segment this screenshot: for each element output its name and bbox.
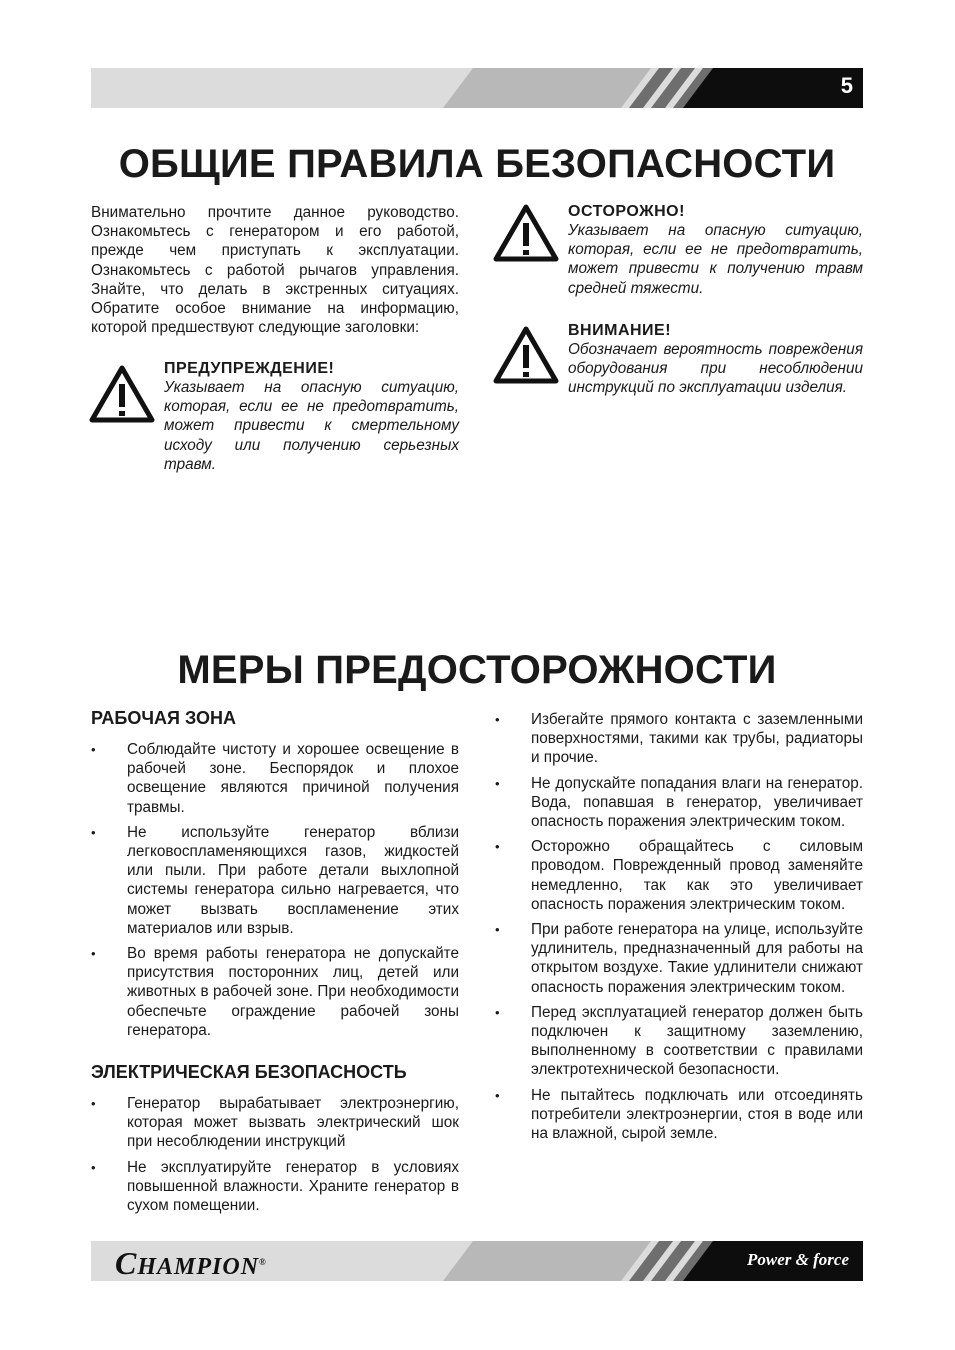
- list-item: • Генератор вырабатывает электроэнергию, которая может вызвать электрический шок при несоблюдении инструкций: [91, 1094, 459, 1152]
- list-item: • Избегайте прямого контакта с заземленными поверхностями, такими как трубы, радиаторы и прочие.: [495, 710, 863, 768]
- warning-triangle-icon: [88, 364, 156, 424]
- section1-title: ОБЩИЕ ПРАВИЛА БЕЗОПАСНОСТИ: [118, 142, 836, 186]
- page-number: 5: [840, 73, 853, 98]
- right-column-list: [495, 710, 863, 1149]
- section2-title: МЕРЫ ПРЕДОСТОРОЖНОСТИ: [177, 648, 777, 692]
- electrical-list: [91, 1094, 459, 1221]
- footer-band: [91, 1241, 863, 1281]
- notice-label: ВНИМАНИЕ!: [568, 322, 672, 339]
- list-item: • Не допускайте попадания влаги на генератор. Вода, попавшая в генератор, увеличивает опасность поражения электрическим током.: [495, 774, 863, 832]
- list-item: • При работе генератора на улице, используйте удлинитель, предназначенный для работы на открытом воздухе. Такие удлинители снижают опасность поражения электрическим током.: [495, 920, 863, 997]
- notice-triangle-icon: [492, 325, 560, 385]
- list-item: • Соблюдайте чистоту и хорошее освещение в рабочей зоне. Беспорядок и плохое освещение являются причиной получения травмы.: [91, 740, 459, 817]
- caution-triangle-icon: [492, 203, 560, 263]
- warning-label: ПРЕДУПРЕЖДЕНИЕ!: [164, 360, 335, 377]
- list-item: • Осторожно обращайтесь с силовым проводом. Поврежденный провод заменяйте немедленно, так как это увеличивает опасность поражения электрическим током.: [495, 837, 863, 914]
- list-item: • Не эксплуатируйте генератор в условиях повышенной влажности. Храните генератор в сухом помещении.: [91, 1158, 459, 1216]
- list-item: • Не пытайтесь подключать или отсоединять потребители электроэнергии, стоя в воде или на влажной, сырой земле.: [495, 1086, 863, 1144]
- notice-text: Обозначает вероятность повреждения оборудования при несоблюдении инструкций по эксплуатации изделия.: [568, 341, 863, 397]
- caution-text: Указывает на опасную ситуацию, которая, если ее не предотвратить, может привести к получению травм средней тяжести.: [568, 222, 863, 297]
- work-area-heading: РАБОЧАЯ ЗОНА: [91, 708, 236, 728]
- logo-initial: C: [115, 1245, 138, 1281]
- warning-text: Указывает на опасную ситуацию, которая, если ее не предотвратить, может привести к смертельному исходу или получению серьезных травм.: [164, 379, 459, 473]
- list-item: • Во время работы генератора не допускайте присутствия посторонних лиц, детей или животных в рабочей зоне. При необходимости обеспечьте ограждение рабочей зоны генератора.: [91, 944, 459, 1040]
- caution-block: [568, 203, 863, 298]
- list-item: • Перед эксплуатацией генератор должен быть подключен к защитному заземлению, выполненному в соответствии с правилами электротехнической безопасности.: [495, 1003, 863, 1080]
- header-band: [91, 68, 863, 108]
- caution-label: ОСТОРОЖНО!: [568, 203, 685, 220]
- logo-registered-mark: ®: [259, 1257, 267, 1267]
- warning-block: [164, 360, 459, 474]
- header-stripe-graphic: [91, 68, 863, 108]
- logo-rest: HAMPION: [137, 1254, 260, 1280]
- notice-block: [568, 322, 863, 398]
- tagline: Power & force: [747, 1250, 849, 1269]
- champion-logo: [115, 1245, 267, 1282]
- intro-paragraph: Внимательно прочтите данное руководство. Ознакомьтесь с генератором и его работой, прежде чем приступать к эксплуатации. Ознакомьтесь с работой рычагов управления. Знайте, что делать в экстренных ситуациях. Обратите особое внимание на информацию, которой предшествуют следующие заголовки:: [91, 204, 459, 337]
- list-item: • Не используйте генератор вблизи легковоспламеняющихся газов, жидкостей или пыли. При работе детали выхлопной системы генератора сильно нагревается, что может вызвать воспламенение этих материалов или взрыв.: [91, 823, 459, 938]
- electrical-heading: ЭЛЕКТРИЧЕСКАЯ БЕЗОПАСНОСТЬ: [91, 1062, 407, 1082]
- work-area-list: [91, 740, 459, 1046]
